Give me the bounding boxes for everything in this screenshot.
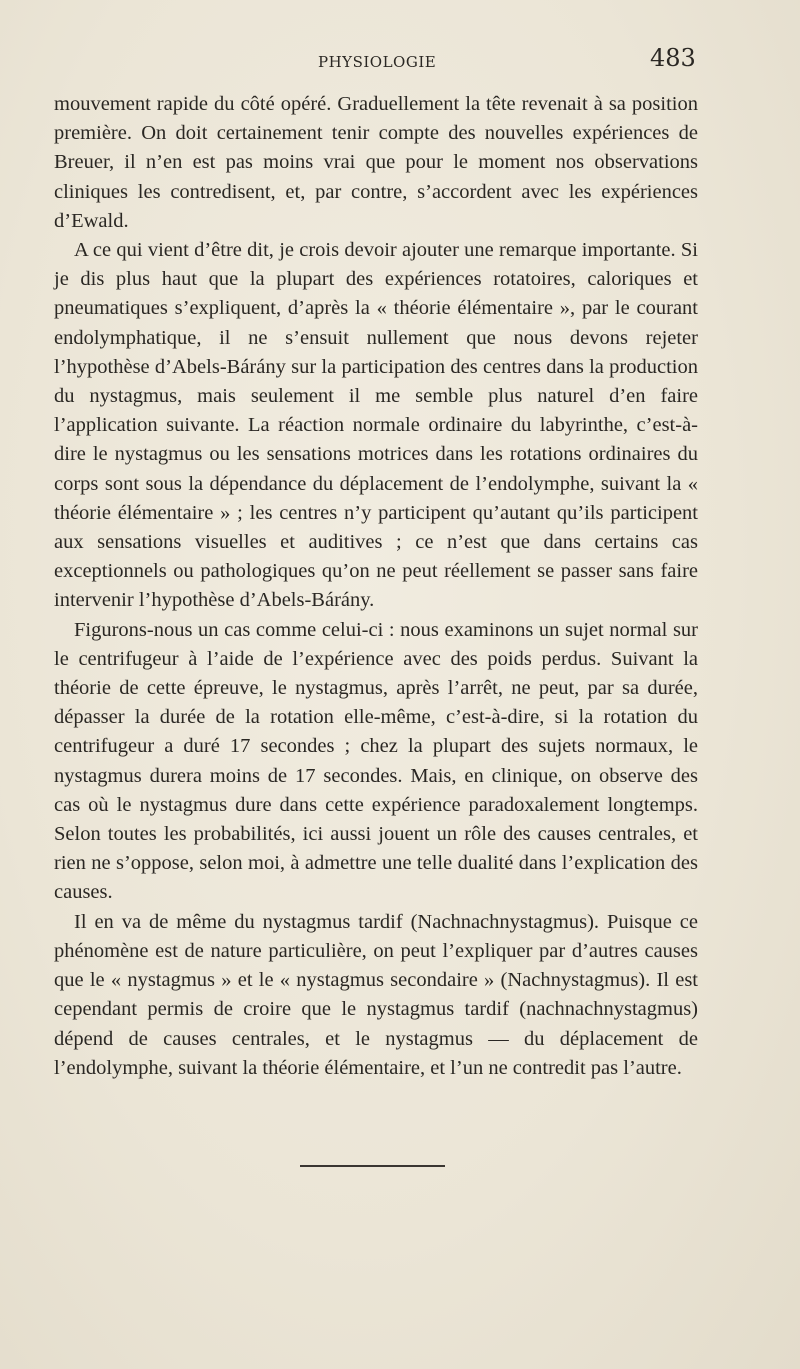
section-end-rule (300, 1165, 445, 1167)
paragraph: mouvement rapide du côté opéré. Graduellement la tête revenait à sa position première. On doit certainement tenir compte des nouvelles expériences de Breuer, il n’en est pas moins vrai que pour le moment nos observations cliniques les contredisent, et, par contre, s’accordent avec les expériences d’Ewald. (54, 93, 698, 232)
running-header-title: PHYSIOLOGIE (318, 53, 437, 71)
paragraph: Figurons-nous un cas comme celui-ci : nous examinons un sujet normal sur le centrifugeur à l’aide de l’expérience avec des poids perdus. Suivant la théorie de cette épreuve, le nystagmus, après l’arrêt, ne peut, par sa durée, dépasser la durée de la rotation elle-même, c’est-à-dire, si la rotation du centrifugeur a duré 17 secondes ; chez la plupart des sujets normaux, le nystagmus durera moins de 17 secondes. Mais, en clinique, on observe des cas où le nystagmus dure dans cette expérience paradoxalement longtemps. Selon toutes les probabilités, ici aussi jouent un rôle des causes centrales, et rien ne s’oppose, selon moi, à admettre une telle dualité dans l’explication des causes. (54, 618, 698, 904)
body-text (54, 90, 698, 1083)
paragraph: A ce qui vient d’être dit, je crois devoir ajouter une remarque importante. Si je dis plus haut que la plupart des expériences rotatoires, caloriques et pneumatiques s’expliquent, d’après la « théorie élémentaire », par le courant endolymphatique, il ne s’ensuit nullement que nous devons rejeter l’hypothèse d’Abels-Bárány sur la participation des centres dans la production du nystagmus, mais seulement il me semble plus naturel d’en faire l’application suivante. La réaction normale ordinaire du labyrinthe, c’est-à-dire le nystagmus ou les sensations motrices dans les rotations ordinaires du corps sont sous la dépendance du déplacement de l’endolymphe, suivant la « théorie élémentaire » ; les centres n’y participent qu’autant qu’ils participent aux sensations visuelles et auditives ; ce n’est que dans certains cas exceptionnels ou pathologiques qu’on ne peut réellement se passer sans faire intervenir l’hypothèse d’Abels-Bárány. (54, 239, 698, 612)
page-number: 483 (650, 44, 696, 72)
paragraph: Il en va de même du nystagmus tardif (Nachnachnystagmus). Puisque ce phénomène est de nature particulière, on peut l’expliquer par d’autres causes que le « nystagmus » et le « nystagmus secondaire » (Nachnystagmus). Il est cependant permis de croire que le nystagmus tardif (nachnachnystagmus) dépend de causes centrales, et le nystagmus — du déplacement de l’endolymphe, suivant la théorie élémentaire, et l’un ne contredit pas l’autre. (54, 910, 698, 1079)
